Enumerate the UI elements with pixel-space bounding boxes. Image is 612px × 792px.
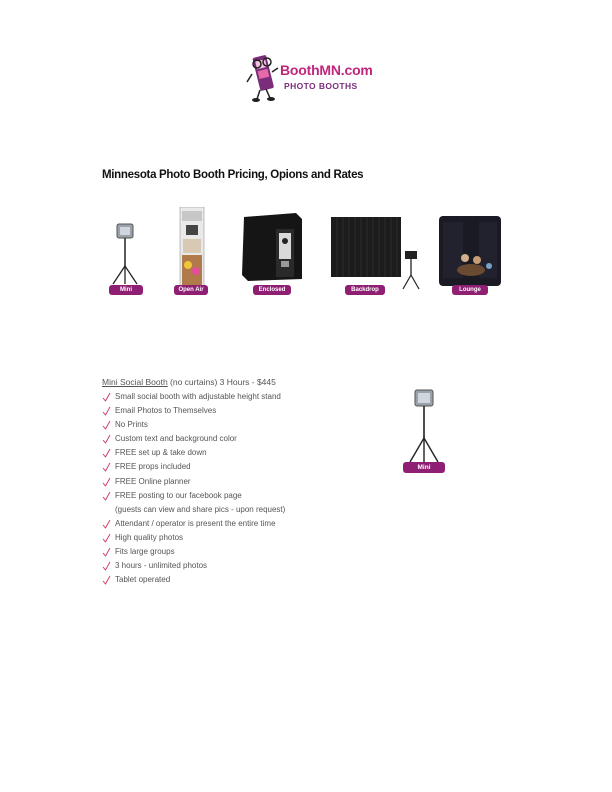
mascot-icon	[244, 52, 284, 104]
checkmark-icon	[102, 462, 111, 472]
open-air-booth-icon	[179, 207, 205, 287]
mini-image-label: Mini	[403, 462, 445, 473]
booth-label-backdrop: Backdrop	[345, 285, 385, 295]
list-item: Small social booth with adjustable height stand	[102, 390, 402, 404]
checkmark-icon	[102, 575, 111, 585]
list-item: Attendant / operator is present the entire time	[102, 517, 402, 531]
list-item: FREE posting to our facebook page	[102, 489, 402, 503]
boothmn-logo	[244, 52, 374, 104]
list-item: FREE set up & take down	[102, 446, 402, 460]
list-item: High quality photos	[102, 531, 402, 545]
lounge-photo-icon	[439, 216, 501, 286]
list-item: FREE Online planner	[102, 475, 402, 489]
tablet-stand-icon	[400, 386, 448, 466]
checkmark-icon	[102, 561, 111, 571]
mini-booth-title	[102, 377, 276, 387]
mini-booth-price: (no curtains) 3 Hours - $445	[167, 377, 276, 387]
checkmark-icon	[102, 519, 111, 529]
checkmark-icon	[102, 491, 111, 501]
booth-lounge	[439, 216, 501, 286]
logo-brand-text: BoothMN.com	[280, 62, 373, 78]
booth-enclosed	[240, 211, 304, 283]
list-item: Email Photos to Themselves	[102, 404, 402, 418]
booth-open-air	[179, 207, 205, 287]
list-item: Custom text and background color	[102, 432, 402, 446]
booth-label-lounge: Lounge	[452, 285, 488, 295]
backdrop-icon	[331, 217, 423, 293]
list-item: (guests can view and share pics - upon request)	[115, 504, 286, 514]
checkmark-icon	[102, 448, 111, 458]
page-heading: Minnesota Photo Booth Pricing, Opions and Rates	[102, 169, 364, 181]
list-item: FREE props included	[102, 460, 402, 474]
list-item: No Prints	[102, 418, 402, 432]
feature-list	[102, 390, 402, 587]
mini-booth-image	[400, 386, 448, 472]
booth-backdrop	[331, 217, 423, 293]
list-item: 3 hours - unlimited photos	[102, 559, 402, 573]
list-item: Tablet operated	[102, 573, 402, 587]
checkmark-icon	[102, 406, 111, 416]
booth-label-open-air: Open Air	[174, 285, 208, 295]
enclosed-booth-icon	[240, 211, 304, 283]
checkmark-icon	[102, 533, 111, 543]
tablet-stand-icon	[104, 218, 144, 288]
checkmark-icon	[102, 434, 111, 444]
booth-label-enclosed: Enclosed	[253, 285, 291, 295]
checkmark-icon	[102, 547, 111, 557]
checkmark-icon	[102, 392, 111, 402]
logo-subtitle: PHOTO BOOTHS	[284, 81, 358, 91]
list-item: Fits large groups	[102, 545, 402, 559]
checkmark-icon	[102, 477, 111, 487]
checkmark-icon	[102, 420, 111, 430]
mini-booth-link[interactable]: Mini Social Booth	[102, 377, 168, 387]
booth-label-mini: Mini	[109, 285, 143, 295]
